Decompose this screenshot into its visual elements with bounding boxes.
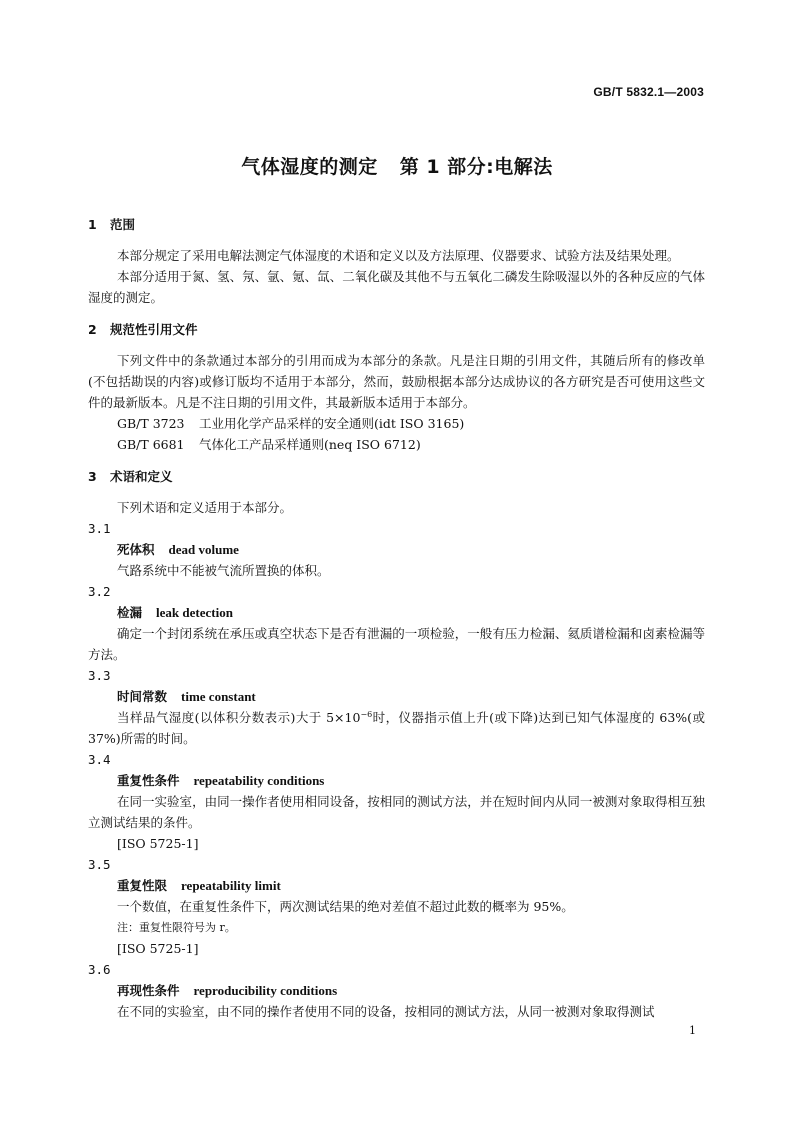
title-part: 第 1 部分:电解法: [399, 156, 553, 178]
section-1-para-1: 本部分规定了采用电解法测定气体湿度的术语和定义以及方法原理、仪器要求、试验方法及结果处理。: [117, 248, 680, 263]
note: 注：重复性限符号为 r。: [117, 921, 236, 934]
term-definition: 当样品气湿度(以体积分数表示)大于 $5\times 10^{-6}$时，仪器指示值上升(或下降)达到已知气体湿度的 63%(或 37%)所需的时间。: [88, 709, 705, 746]
term-definition: 在不同的实验室，由不同的操作者使用不同的设备，按相同的测试方法，从同一被测对象取得测试: [117, 1004, 655, 1019]
section-2-para: 下列文件中的条款通过本部分的引用而成为本部分的条款。凡是注日期的引用文件，其随后所有的修改单(不包括勘误的内容)或修订版均不适用于本部分，然而，鼓励根据本部分达成协议的各方研究是否可使用这些文件的最新版本。凡是不注日期的引用文件，其最新版本适用于本部分。: [88, 353, 705, 410]
term-entry: 再现性条件 reproducibility conditions: [117, 983, 338, 998]
clause-number: 3.6: [88, 962, 111, 977]
term-entry: 重复性限 repeatability limit: [117, 878, 281, 893]
section-3-intro: 下列术语和定义适用于本部分。: [117, 500, 293, 515]
clause-number: 3.5: [88, 857, 111, 872]
section-1-para-2: 本部分适用于氮、氢、氖、氩、氪、氙、二氧化碳及其他不与五氧化二磷发生除吸湿以外的各种反应的气体湿度的测定。: [88, 269, 705, 305]
title-main: 气体湿度的测定: [241, 156, 378, 178]
clause-number: 3.4: [88, 752, 111, 767]
source-reference: [ISO 5725-1]: [117, 941, 199, 956]
term-entry: 死体积 dead volume: [117, 542, 239, 557]
clause-number: 3.2: [88, 584, 111, 599]
section-2-heading: 2 规范性引用文件: [88, 322, 198, 337]
term-entry: 检漏 leak detection: [117, 605, 233, 620]
source-reference: [ISO 5725-1]: [117, 836, 199, 851]
reference-item: GB/T 6681 气体化工产品采样通则(neq ISO 6712): [117, 437, 421, 452]
document-title: [0, 152, 794, 179]
term-definition: 在同一实验室，由同一操作者使用相同设备，按相同的测试方法，并在短时间内从同一被测对象取得相互独立测试结果的条件。: [88, 794, 705, 830]
section-3-heading: 3 术语和定义: [88, 469, 173, 484]
section-1-heading: 1 范围: [88, 217, 136, 232]
standard-number: GB/T 5832.1—2003: [593, 85, 704, 99]
clause-number: 3.3: [88, 668, 111, 683]
term-definition: 一个数值，在重复性条件下，两次测试结果的绝对差值不超过此数的概率为 95%。: [117, 899, 574, 914]
term-entry: 重复性条件 repeatability conditions: [117, 773, 325, 788]
term-definition: 气路系统中不能被气流所置换的体积。: [117, 563, 330, 578]
page-number: 1: [689, 1024, 696, 1037]
reference-item: GB/T 3723 工业用化学产品采样的安全通则(idt ISO 3165): [117, 416, 465, 431]
term-definition: 确定一个封闭系统在承压或真空状态下是否有泄漏的一项检验，一般有压力检漏、氦质谱检漏和卤素检漏等方法。: [88, 626, 705, 662]
clause-number: 3.1: [88, 521, 111, 536]
term-entry: 时间常数 time constant: [117, 689, 256, 704]
